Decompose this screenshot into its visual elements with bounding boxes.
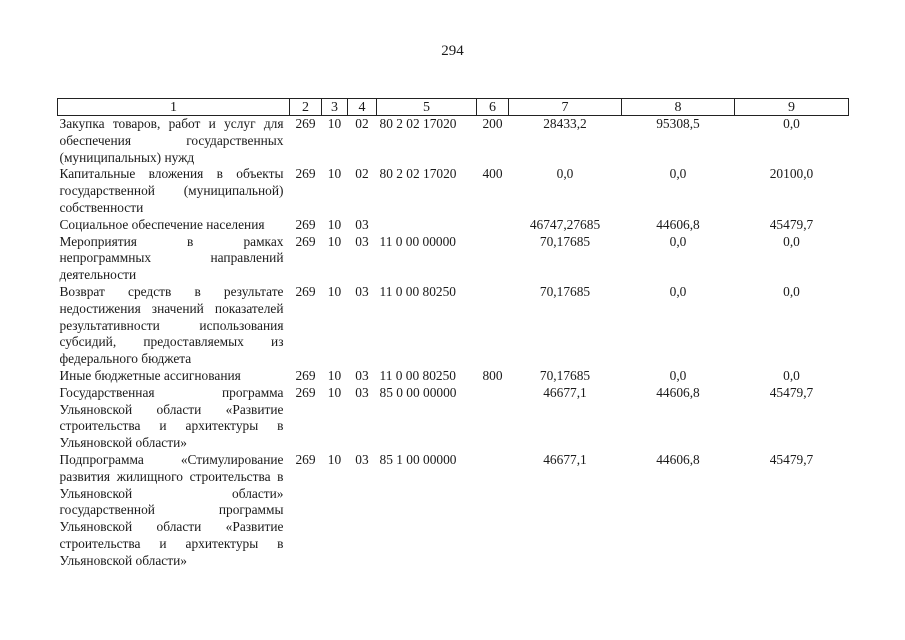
- row-name: Капитальные вложения в объекты государственной (муниципальной) собственности: [59, 166, 284, 215]
- cell-target-article: 11 0 00 80250: [379, 367, 456, 383]
- cell-subsection: 02: [355, 166, 369, 182]
- cell-section: 10: [327, 233, 342, 249]
- cell-section: 10: [327, 216, 342, 232]
- cell-subsection: 03: [355, 451, 369, 467]
- column-header: 9: [735, 99, 849, 116]
- table-row: [58, 166, 849, 216]
- cell-expense-type: [477, 234, 509, 284]
- cell-amount-1: 70,17685: [539, 233, 591, 249]
- row-name: Закупка товаров, работ и услуг для обеспечения государственных (муниципальных) нужд: [59, 116, 284, 165]
- cell-ministry: 269: [295, 233, 316, 249]
- cell-amount-2: 44606,8: [656, 451, 700, 467]
- cell-expense-type: [477, 284, 509, 368]
- cell-amount-2: 44606,8: [656, 384, 700, 400]
- cell-amount-3: 0,0: [783, 233, 800, 249]
- cell-section: 10: [327, 166, 342, 182]
- column-header: 3: [322, 99, 348, 116]
- table-row: [58, 116, 849, 167]
- cell-amount-2: 95308,5: [656, 116, 700, 131]
- page-number: 294: [441, 43, 464, 59]
- row-name: Мероприятия в рамках непрограммных направлений деятельности: [59, 233, 284, 283]
- cell-subsection: 03: [355, 384, 369, 400]
- table-row: [58, 217, 849, 234]
- cell-ministry: 269: [295, 367, 316, 383]
- cell-amount-1: 46677,1: [543, 384, 587, 400]
- cell-amount-3: 0,0: [783, 283, 800, 299]
- cell-amount-3: 45479,7: [769, 451, 814, 467]
- column-header: 4: [348, 99, 377, 116]
- cell-expense-type: 400: [482, 166, 503, 182]
- budget-table: [57, 98, 849, 570]
- cell-ministry: 269: [295, 216, 316, 232]
- cell-amount-2: 0,0: [669, 283, 687, 299]
- cell-section: 10: [327, 451, 342, 467]
- cell-section: 10: [327, 367, 342, 383]
- cell-target-article: 85 1 00 00000: [379, 451, 457, 467]
- cell-amount-3: 20100,0: [769, 166, 814, 182]
- cell-amount-1: 46677,1: [543, 451, 587, 467]
- cell-target-article: 85 0 00 00000: [379, 384, 457, 400]
- cell-amount-2: 0,0: [669, 233, 687, 249]
- cell-amount-3: 0,0: [783, 116, 800, 131]
- column-header: 1: [58, 99, 290, 116]
- row-name: Иные бюджетные ассигнования: [59, 367, 241, 383]
- table-row: [58, 385, 849, 452]
- cell-section: 10: [327, 283, 342, 299]
- cell-ministry: 269: [295, 166, 316, 182]
- cell-expense-type: [477, 385, 509, 452]
- cell-ministry: 269: [295, 116, 316, 131]
- cell-amount-1: 0,0: [556, 166, 574, 182]
- cell-amount-1: 70,17685: [539, 283, 591, 299]
- cell-amount-2: 0,0: [669, 166, 687, 182]
- table-row: [58, 452, 849, 570]
- row-name: Подпрограмма «Стимулирование развития жилищного строительства в Ульяновской области» государственной программы Ульяновской области «Развитие строительства и архитектуры в Ульяновской области»: [59, 451, 284, 568]
- row-name: Социальное обеспечение населения: [59, 216, 265, 232]
- header-row: [58, 99, 849, 116]
- cell-amount-2: 44606,8: [656, 216, 700, 232]
- cell-subsection: 02: [355, 116, 369, 131]
- column-header: 5: [377, 99, 477, 116]
- cell-target-article: [377, 217, 477, 234]
- cell-expense-type: [477, 217, 509, 234]
- column-header: 2: [290, 99, 322, 116]
- cell-amount-3: 45479,7: [769, 384, 814, 400]
- cell-amount-3: 45479,7: [769, 216, 814, 232]
- column-header: 7: [509, 99, 622, 116]
- column-header: 6: [477, 99, 509, 116]
- table-row: [58, 234, 849, 284]
- cell-amount-1: 70,17685: [539, 367, 591, 383]
- cell-ministry: 269: [295, 384, 316, 400]
- cell-amount-3: 0,0: [783, 367, 800, 383]
- column-header: 8: [622, 99, 735, 116]
- cell-subsection: 03: [355, 233, 369, 249]
- cell-amount-1: 46747,27685: [529, 216, 601, 232]
- cell-subsection: 03: [355, 283, 369, 299]
- cell-ministry: 269: [295, 283, 316, 299]
- cell-target-article: 80 2 02 17020: [379, 166, 457, 182]
- table-row: [58, 284, 849, 368]
- cell-target-article: 11 0 00 00000: [379, 233, 456, 249]
- cell-amount-2: 0,0: [669, 367, 687, 383]
- cell-subsection: 03: [355, 216, 369, 232]
- cell-section: 10: [327, 116, 342, 131]
- cell-ministry: 269: [295, 451, 316, 467]
- cell-expense-type: 200: [482, 116, 503, 131]
- row-name: Государственная программа Ульяновской области «Развитие строительства и архитектуры в Ульяновской области»: [59, 384, 284, 451]
- cell-section: 10: [327, 384, 342, 400]
- cell-expense-type: 800: [482, 367, 503, 383]
- cell-amount-1: 28433,2: [543, 116, 587, 131]
- cell-target-article: 11 0 00 80250: [379, 283, 456, 299]
- table-row: [58, 368, 849, 385]
- cell-subsection: 03: [355, 367, 369, 383]
- cell-expense-type: [477, 452, 509, 570]
- cell-target-article: 80 2 02 17020: [379, 116, 457, 131]
- row-name: Возврат средств в результате недостижения значений показателей результативности использования субсидий, предоставляемых из федерального бюджета: [59, 283, 284, 367]
